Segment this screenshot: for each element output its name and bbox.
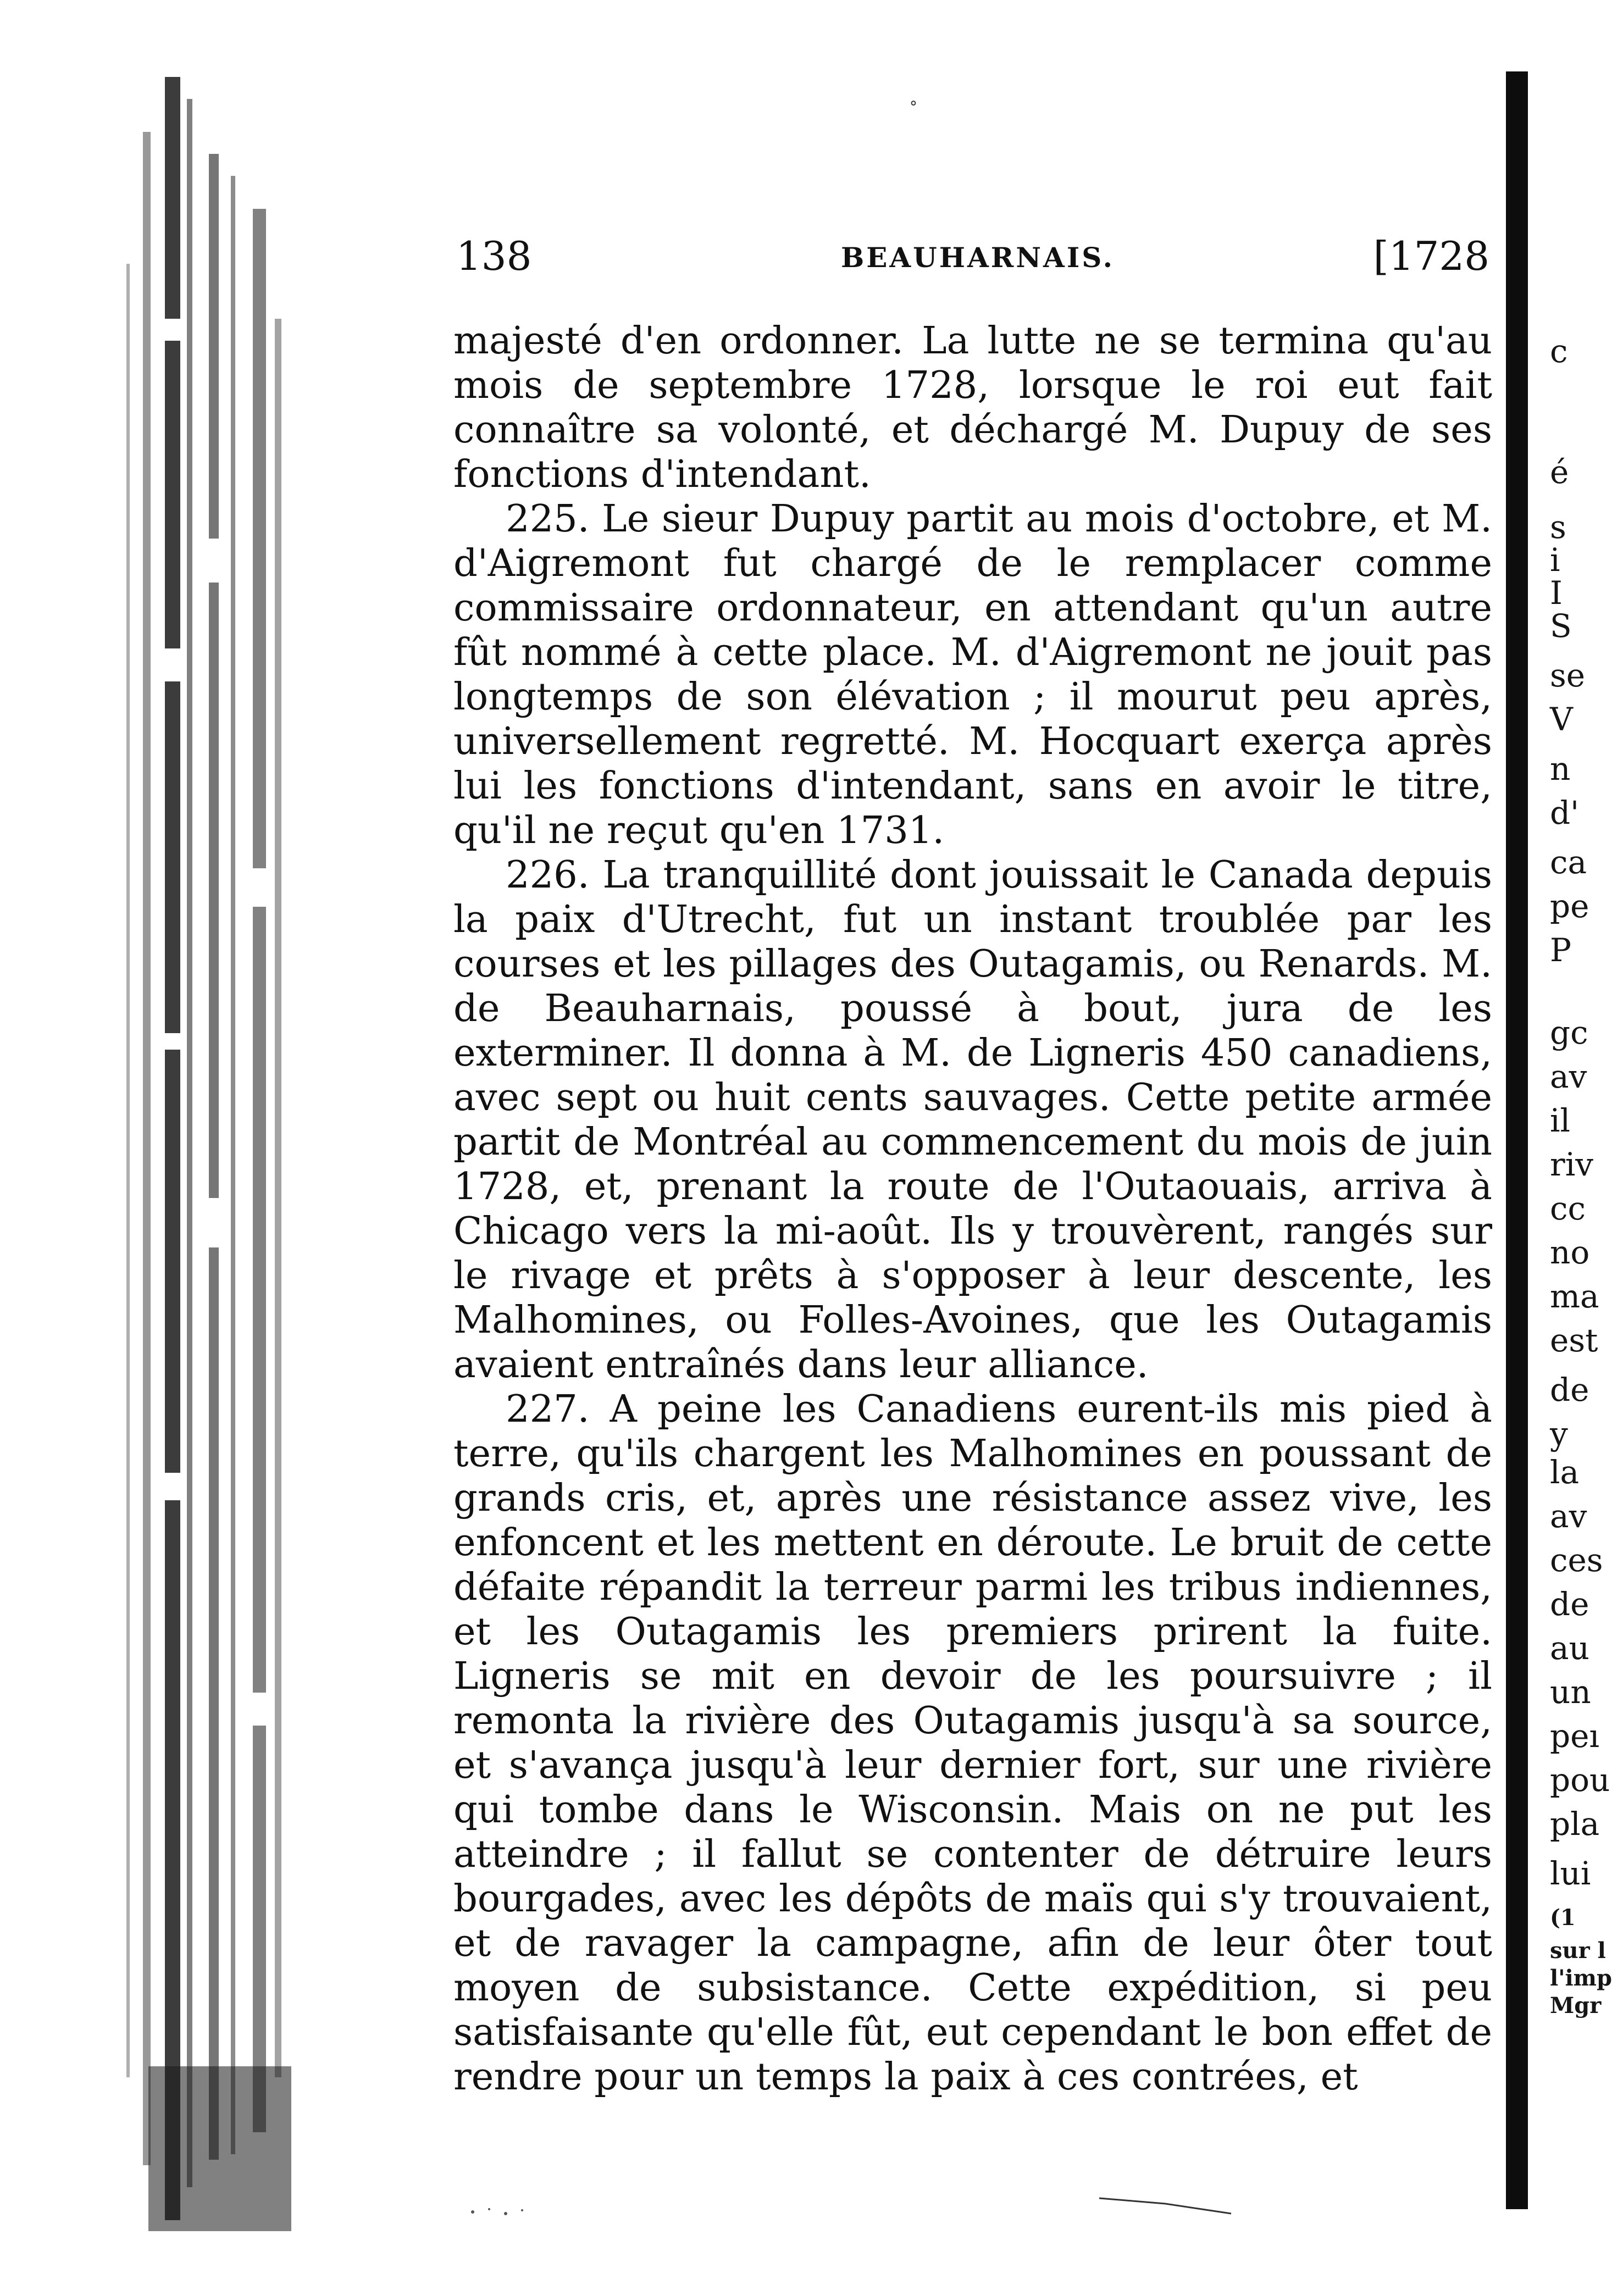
facing-page-fragment: peı bbox=[1550, 1717, 1600, 1755]
facing-page-fragment: la bbox=[1550, 1454, 1580, 1491]
scan-speck: ° bbox=[910, 98, 917, 116]
facing-page-fragment: lui bbox=[1550, 1855, 1591, 1892]
facing-page-fragment: cc bbox=[1550, 1190, 1586, 1227]
facing-page-fragment: au bbox=[1550, 1629, 1589, 1667]
facing-page-fragment: y bbox=[1550, 1415, 1568, 1452]
facing-page-fragment: l'imp bbox=[1550, 1965, 1612, 1991]
facing-page-fragment: s bbox=[1550, 508, 1566, 546]
running-header bbox=[456, 233, 1489, 297]
facing-page-fragment: S bbox=[1550, 607, 1572, 645]
facing-page-fragment: c bbox=[1550, 332, 1568, 370]
facing-page-fragment: riv bbox=[1550, 1146, 1594, 1183]
facing-page-fragment: Mgr bbox=[1550, 1993, 1602, 2018]
facing-page-fragment: un bbox=[1550, 1673, 1591, 1711]
facing-page-fragment: i bbox=[1550, 541, 1560, 579]
facing-page-fragment: d' bbox=[1550, 794, 1580, 831]
facing-page-fragment: pou bbox=[1550, 1761, 1610, 1799]
facing-page-fragment: V bbox=[1550, 701, 1573, 738]
facing-page-fragment: I bbox=[1550, 574, 1563, 612]
facing-page-fragment: é bbox=[1550, 453, 1569, 491]
running-title: BEAUHARNAIS. bbox=[841, 241, 1115, 274]
paragraph-225: 225. Le sieur Dupuy partit au mois d'octobre, et M. d'Aigremont fut chargé de le remplacer comme commissaire ordonnateur, en attendant qu'un autre fût nommé à cette place. M. d'Aigremont ne jouit pas longtemps de son élévation ; il mourut peu après, universellement regretté. M. Hocquart exerça après lui les fonctions d'intendant, sans en avoir le titre, qu'il ne reçut qu'en 1731. bbox=[453, 497, 1492, 852]
facing-page-fragment: il bbox=[1550, 1102, 1571, 1139]
running-year: [1728 bbox=[1373, 233, 1489, 279]
facing-page-fragment: gc bbox=[1550, 1014, 1588, 1051]
paragraph-227: 227. A peine les Canadiens eurent-ils mis pied à terre, qu'ils chargent les Malhomines en poussant de grands cris, et, après une résistance assez vive, les enfoncent et les mettent en déroute. Le bruit de cette défaite répandit la terreur parmi les tribus indiennes, et les Outagamis les premiers prirent la fuite. Ligneris se mit en devoir de les poursuivre ; il remonta la rivière des Outagamis jusqu'à sa source, et s'avança jusqu'à leur dernier fort, sur une rivière qui tombe dans le Wisconsin. Mais on ne put les atteindre ; il fallut se contenter de détruire leurs bourgades, avec les dépôts de maïs qui s'y trouvaient, et de ravager la campagne, afin de leur ôter tout moyen de subsistance. Cette expédition, si peu satisfaisante qu'elle fût, eut cependant le bon effet de rendre pour un temps la paix à ces contrées, et bbox=[453, 1387, 1492, 2099]
facing-page-fragment: sur l bbox=[1550, 1938, 1606, 1964]
facing-page-fragment: de bbox=[1550, 1371, 1589, 1408]
paragraph-226: 226. La tranquillité dont jouissait le Canada depuis la paix d'Utrecht, fut un instant troublée par les courses et les pillages des Outagamis, ou Renards. M. de Beauharnais, poussé à bout, jura de les exterminer. Il donna à M. de Ligneris 450 canadiens, avec sept ou huit cents sauvages. Cette petite armée partit de Montréal au commencement du mois de juin 1728, et, prenant la route de l'Outaouais, arriva à Chicago vers la mi-août. Ils y trouvèrent, rangés sur le rivage et prêts à s'opposer à leur descente, les Malhomines, ou Folles-Avoines, que les Outagamis avaient entraînés dans leur alliance. bbox=[453, 853, 1492, 1387]
facing-page-fragment: av bbox=[1550, 1058, 1587, 1095]
facing-page-fragment: ca bbox=[1550, 844, 1587, 881]
page-number: 138 bbox=[456, 233, 532, 279]
facing-page-fragment: pe bbox=[1550, 888, 1589, 925]
body-text bbox=[453, 319, 1492, 2099]
facing-page-fragment: P bbox=[1550, 931, 1572, 969]
facing-page-fragment: ma bbox=[1550, 1278, 1599, 1315]
facing-page-fragment: ces bbox=[1550, 1541, 1603, 1579]
scan-gutter-noise bbox=[0, 44, 297, 2253]
facing-page-fragment: n bbox=[1550, 750, 1571, 787]
scan-smudge bbox=[1099, 2193, 1231, 2215]
facing-page-fragment: no bbox=[1550, 1234, 1590, 1271]
scan-dots bbox=[467, 2204, 533, 2220]
facing-page-fragment: pla bbox=[1550, 1805, 1600, 1843]
facing-page-fragment: est bbox=[1550, 1322, 1598, 1359]
facing-page-fragment: se bbox=[1550, 657, 1586, 694]
facing-page-fragment: av bbox=[1550, 1498, 1587, 1535]
paragraph: majesté d'en ordonner. La lutte ne se termina qu'au mois de septembre 1728, lorsque le roi eut fait connaître sa volonté, et déchargé M. Dupuy de ses fonctions d'intendant. bbox=[453, 319, 1492, 496]
facing-page-fragment: de bbox=[1550, 1585, 1589, 1623]
facing-page-fragment: (1 bbox=[1550, 1905, 1576, 1931]
